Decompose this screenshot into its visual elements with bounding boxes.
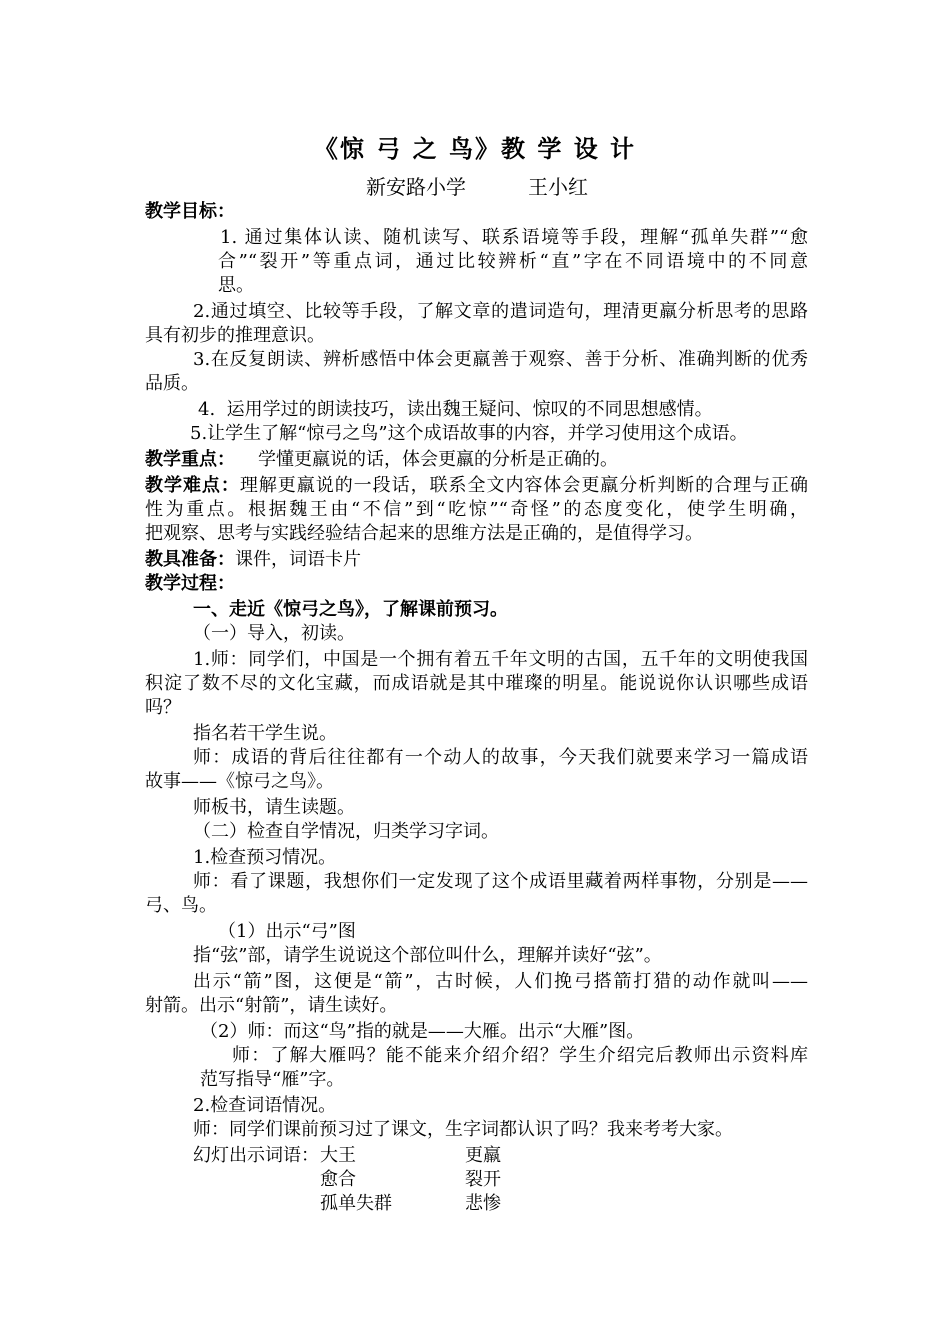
part-2-line-6: 出示“箭”图，这便是“箭”，古时候，人们挽弓搭箭打猎的动作就叫—— bbox=[193, 971, 808, 992]
key-point-label: 教学重点： bbox=[145, 449, 235, 470]
part-2-line-8: （2）师：而这“鸟”指的就是——大雁。出示“大雁”图。 bbox=[200, 1021, 645, 1042]
objective-4-line-1: 4. 运用学过的朗读技巧，读出魏王疑问、惊叹的不同思想感情。 bbox=[198, 399, 713, 420]
part-2-line-10: 范写指导“雁”字。 bbox=[200, 1069, 345, 1090]
part-2-line-11: 2.检查词语情况。 bbox=[193, 1095, 337, 1116]
part-2-line-9: 师：了解大雁吗？能不能来介绍介绍？学生介绍完后教师出示资料库 bbox=[232, 1045, 808, 1066]
objective-2-line-1: 2.通过填空、比较等手段，了解文章的遣词造句，理清更羸分析思考的思路 bbox=[193, 301, 808, 322]
preparation-label: 教具准备： bbox=[145, 549, 235, 570]
part-2-line-7: 射箭。出示“射箭”，请生读好。 bbox=[145, 995, 398, 1016]
part-2-line-12: 师：同学们课前预习过了课文，生字词都认识了吗？我来考考大家。 bbox=[193, 1119, 733, 1140]
word-list-label: 幻灯出示词语： bbox=[193, 1145, 319, 1166]
objective-5-line-1: 5.让学生了解“惊弓之鸟”这个成语故事的内容，并学习使用这个成语。 bbox=[190, 423, 748, 444]
document-title: 《惊 弓 之 鸟》教 学 设 计 bbox=[313, 134, 637, 163]
objective-2-line-2: 具有初步的推理意识。 bbox=[145, 325, 325, 346]
difficulty-line-3: 把观察、思考与实践经验结合起来的思维方法是正确的，是值得学习。 bbox=[145, 523, 703, 544]
part-1-line-6: 故事——《惊弓之鸟》。 bbox=[145, 771, 334, 792]
preparation-text: 课件，词语卡片 bbox=[235, 549, 361, 570]
school-name: 新安路小学 bbox=[366, 175, 466, 199]
difficulty-text-1: 理解更羸说的一段话，联系全文内容体会更羸分析判断的合理与正确 bbox=[239, 475, 809, 496]
difficulty-line-2: 性为重点。根据魏王由“不信”到“吃惊”“奇怪”的态度变化，使学生明确， bbox=[145, 499, 808, 520]
process-label: 教学过程： bbox=[145, 573, 235, 594]
word-item: 裂开 bbox=[465, 1169, 501, 1190]
part-1-line-7: 师板书，请生读题。 bbox=[193, 797, 355, 818]
difficulty-label: 教学难点： bbox=[145, 475, 240, 496]
key-point-text: 学懂更羸说的话，体会更羸的分析是正确的。 bbox=[258, 449, 618, 470]
section-1-title: 一、走近《惊弓之鸟》，了解课前预习。 bbox=[193, 599, 508, 620]
part-2-line-5: 指“弦”部，请学生说说这个部位叫什么，理解并读好“弦”。 bbox=[193, 945, 662, 966]
objective-1-line-1: 1. 通过集体认读、随机读写、联系语境等手段，理解“孤单失群”“愈 bbox=[220, 227, 808, 248]
objective-3-line-2: 品质。 bbox=[145, 373, 199, 394]
part-2-line-2: 师：看了课题，我想你们一定发现了这个成语里藏着两样事物，分别是—— bbox=[193, 871, 808, 892]
part-1-title: （一）导入，初读。 bbox=[193, 623, 355, 644]
part-1-line-5: 师：成语的背后往往都有一个动人的故事，今天我们就要来学习一篇成语 bbox=[193, 747, 808, 768]
preparation-line bbox=[145, 548, 361, 572]
author-name: 王小红 bbox=[528, 175, 588, 199]
word-item: 悲惨 bbox=[465, 1193, 501, 1214]
objective-3-line-1: 3.在反复朗读、辨析感悟中体会更羸善于观察、善于分析、准确判断的优秀 bbox=[193, 349, 808, 370]
word-item: 更羸 bbox=[465, 1145, 501, 1166]
part-1-line-3: 吗？ bbox=[145, 697, 181, 718]
word-item: 大王 bbox=[320, 1145, 356, 1166]
objective-1-line-3: 思。 bbox=[218, 275, 254, 296]
objectives-label: 教学目标： bbox=[145, 201, 235, 222]
part-2-line-4: （1）出示“弓”图 bbox=[218, 921, 356, 942]
part-2-title: （二）检查自学情况，归类学习字词。 bbox=[193, 821, 499, 842]
difficulty-line-1 bbox=[145, 474, 808, 498]
word-item: 愈合 bbox=[320, 1169, 356, 1190]
part-1-line-2: 积淀了数不尽的文化宝藏，而成语就是其中璀璨的明星。能说说你认识哪些成语 bbox=[145, 673, 808, 694]
word-item: 孤单失群 bbox=[320, 1193, 392, 1214]
objective-1-line-2: 合”“裂开”等重点词，通过比较辨析“直”字在不同语境中的不同意 bbox=[218, 251, 808, 272]
part-2-line-1: 1.检查预习情况。 bbox=[193, 847, 337, 868]
part-2-line-3: 弓、鸟。 bbox=[145, 895, 217, 916]
part-1-line-1: 1.师：同学们，中国是一个拥有着五千年文明的古国，五千年的文明使我国 bbox=[193, 649, 808, 670]
part-1-line-4: 指名若干学生说。 bbox=[193, 723, 337, 744]
